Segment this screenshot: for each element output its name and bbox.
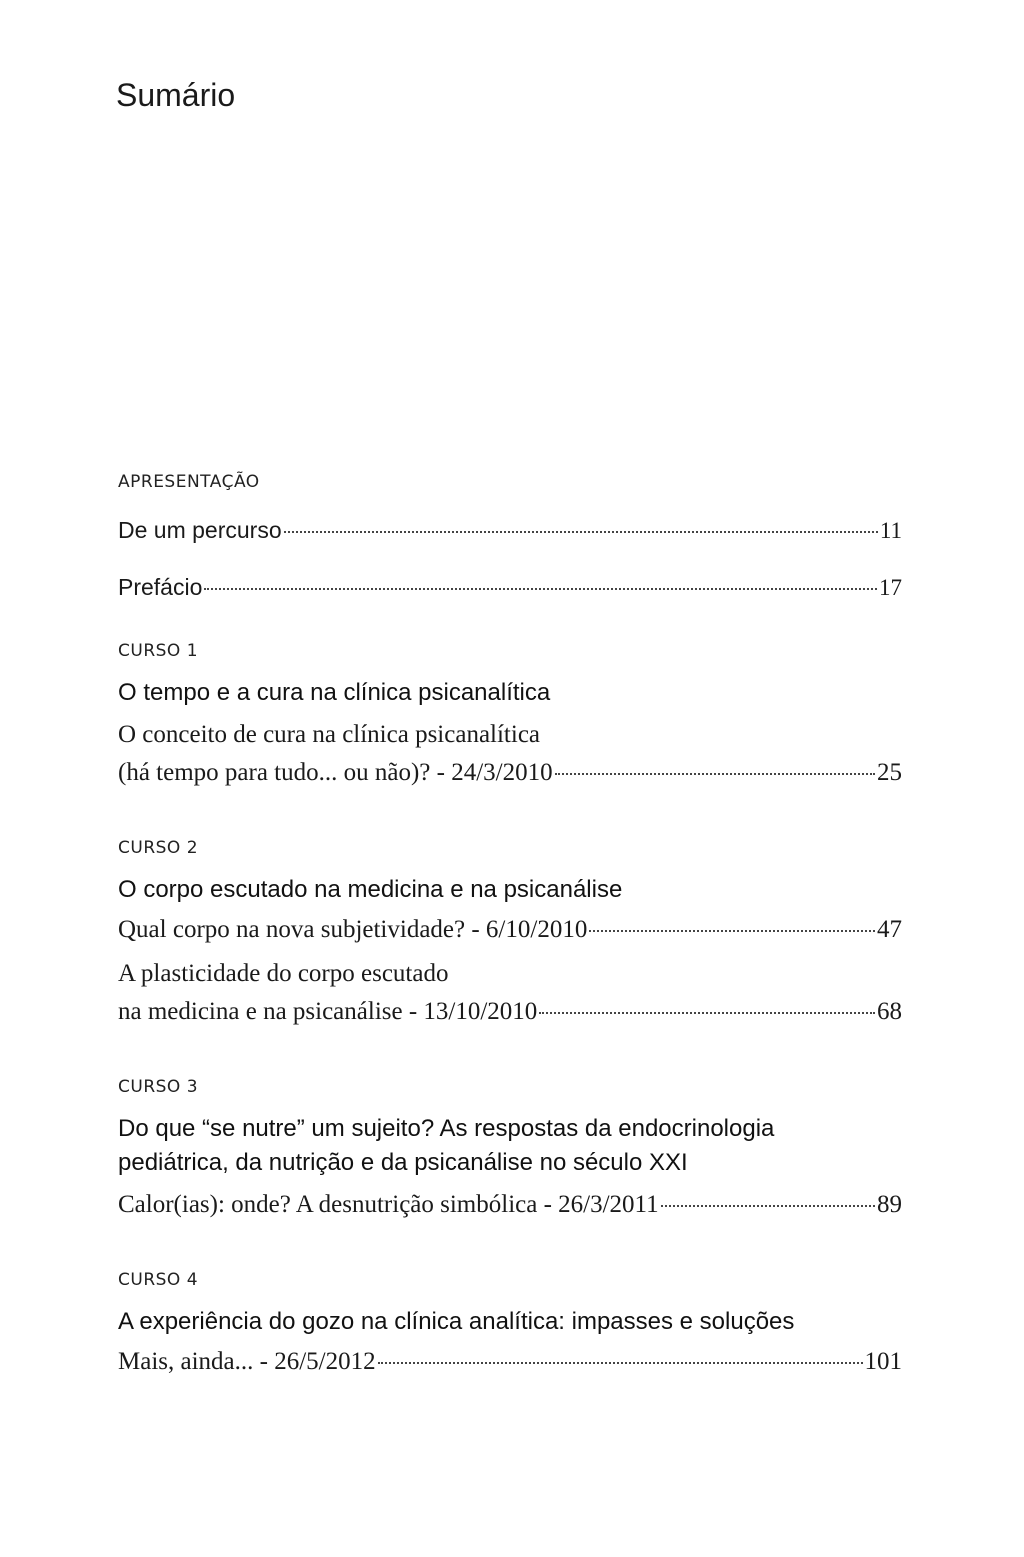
toc-entry-page: 47: [877, 916, 902, 943]
toc-entry-conceito-de-cura[interactable]: [118, 754, 902, 792]
dot-leader: [661, 1205, 875, 1207]
toc-entry-text-line: A plasticidade do corpo escutado: [118, 960, 449, 987]
dot-leader: [284, 531, 878, 533]
page-title: Sumário: [116, 77, 236, 113]
toc-entry-text-line: O conceito de cura na clínica psicanalítica: [118, 721, 541, 748]
dot-leader: [589, 930, 875, 932]
toc-entry-text: Mais, ainda... - 26/5/2012: [118, 1348, 376, 1375]
toc-entry-qual-corpo[interactable]: [118, 911, 902, 949]
toc-entry-page: 25: [877, 759, 902, 786]
course-title-2: O corpo escutado na medicina e na psicanálise: [118, 876, 623, 903]
toc-entry-page: 89: [877, 1191, 902, 1218]
table-of-contents: [118, 474, 902, 1381]
toc-entry-prefacio[interactable]: [118, 572, 902, 603]
toc-entry-text: Qual corpo na nova subjetividade? - 6/10/2010: [118, 916, 588, 943]
course-title-4: A experiência do gozo na clínica analítica: impasses e soluções: [118, 1308, 795, 1335]
dot-leader: [539, 1012, 875, 1014]
toc-entry-text: Calor(ias): onde? A desnutrição simbólica - 26/3/2011: [118, 1191, 659, 1218]
toc-entry-page: 68: [877, 998, 902, 1025]
course-title-3-line-1: Do que “se nutre” um sujeito? As respostas da endocrinologia: [118, 1115, 775, 1142]
section-label-curso-3: CURSO 3: [118, 1077, 199, 1097]
toc-entry-text: Prefácio: [118, 574, 203, 600]
section-label-apresentacao: APRESENTAÇÃO: [118, 472, 260, 492]
toc-entry-page: 11: [879, 518, 902, 543]
toc-entry-page: 101: [864, 1348, 902, 1375]
toc-entry-calorias[interactable]: [118, 1186, 902, 1224]
toc-entry-text: na medicina e na psicanálise - 13/10/2010: [118, 998, 538, 1025]
course-title-1: O tempo e a cura na clínica psicanalítica: [118, 679, 551, 706]
course-title-3-line-2: pediátrica, da nutrição e da psicanálise no século XXI: [118, 1149, 688, 1176]
toc-entry-page: 17: [879, 575, 902, 600]
dot-leader: [204, 588, 877, 590]
dot-leader: [378, 1362, 863, 1364]
section-label-curso-2: CURSO 2: [118, 838, 199, 858]
toc-entry-text: De um percurso: [118, 517, 282, 543]
toc-entry-mais-ainda[interactable]: [118, 1343, 902, 1381]
section-label-curso-4: CURSO 4: [118, 1270, 199, 1290]
toc-entry-text: (há tempo para tudo... ou não)? - 24/3/2010: [118, 759, 553, 786]
dot-leader: [555, 773, 875, 775]
toc-entry-plasticidade-do-corpo[interactable]: [118, 993, 902, 1031]
section-label-curso-1: CURSO 1: [118, 641, 199, 661]
toc-entry-de-um-percurso[interactable]: [118, 515, 902, 546]
